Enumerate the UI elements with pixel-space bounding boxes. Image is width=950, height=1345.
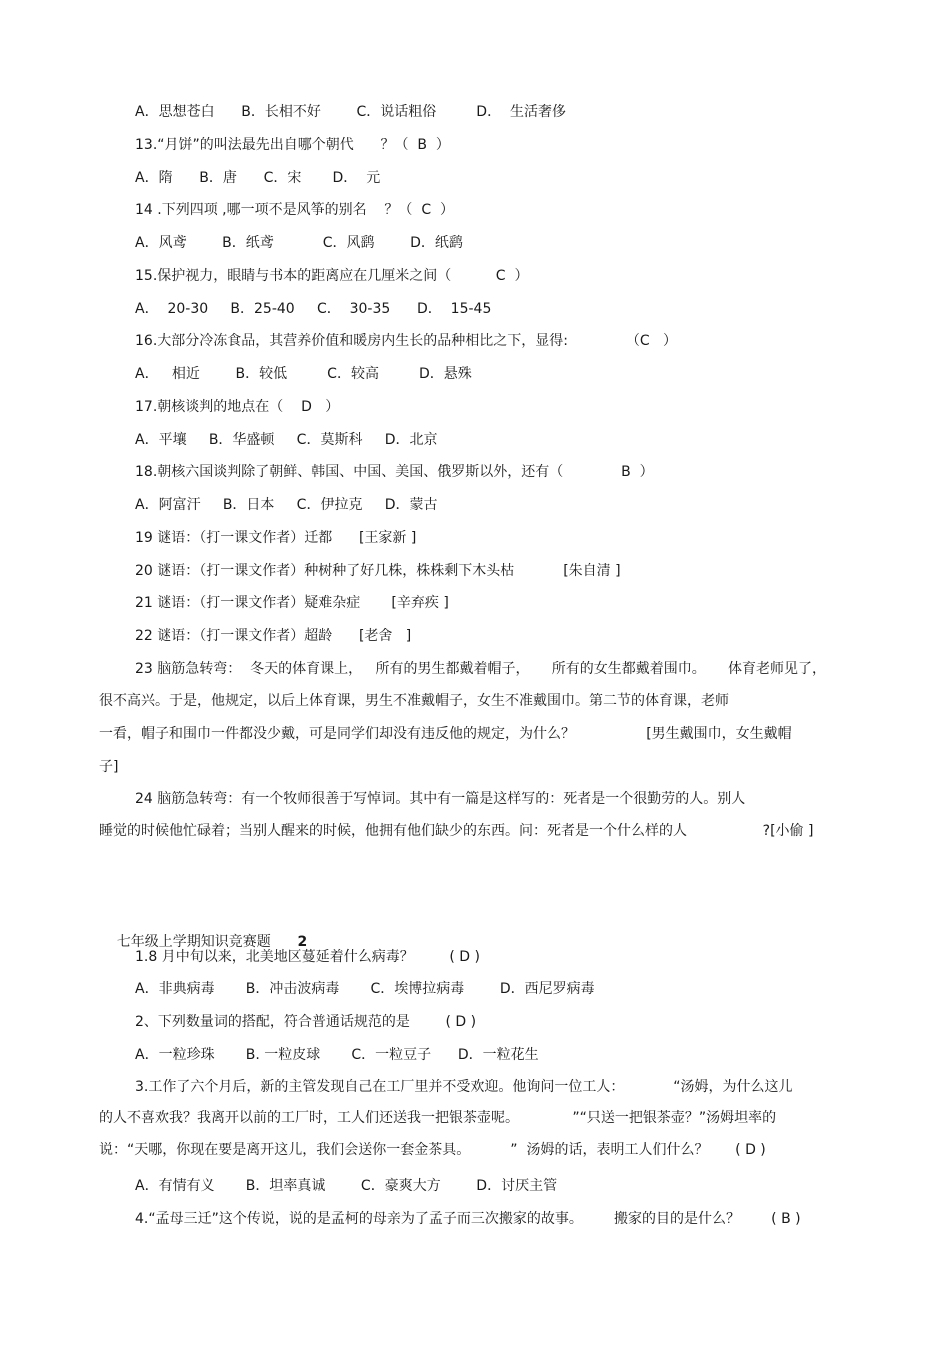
q14-options: A．风鸢 B．纸鸢 C．风鹞 D．纸鹞 (135, 235, 463, 251)
section-heading-text: 七年级上学期知识竞赛题 (116, 934, 298, 950)
q22-riddle: 22 谜语：（打一课文作者）超龄 [老舍 ] (135, 628, 412, 644)
q19-riddle: 19 谜语：（打一课文作者）迁都 [王家新 ] (135, 530, 417, 546)
q13-question: 13.“月饼”的叫法最先出自哪个朝代 ？（ B ） (135, 137, 450, 153)
q18-options: A．阿富汗 B．日本 C．伊拉克 D．蒙古 (135, 497, 438, 513)
q23-line-4: 子] (99, 759, 119, 775)
q15-question: 15.保护视力，眼睛与书本的距离应在几厘米之间（ C ） (135, 268, 529, 284)
s2-q3-line-2: 的人不喜欢我？我离开以前的工厂时，工人们还送我一把银茶壶呢。 ”“只送一把银茶壶？”汤姆坦率的 (99, 1110, 777, 1126)
q24-line-1: 24 脑筋急转弯：有一个牧师很善于写悼词。其中有一篇是这样写的：死者是一个很勤劳的人。别人 (135, 791, 746, 807)
q20-riddle: 20 谜语：（打一课文作者）种树种了好几株，株株剩下木头枯 [朱自清 ] (135, 563, 621, 579)
q15-options: A． 20-30 B．25-40 C． 30-35 D． 15-45 (135, 301, 492, 317)
q16-question: 16.大部分冷冻食品，其营养价值和暖房内生长的品种相比之下，显得: （C ） (135, 333, 677, 349)
q24-line-2: 睡觉的时候他忙碌着；当别人醒来的时候，他拥有他们缺少的东西。问：死者是一个什么样的人 ?[小偷 ] (99, 823, 814, 839)
s2-q3-options: A．有情有义 B．坦率真诚 C．豪爽大方 D．讨厌主管 (135, 1178, 558, 1194)
q18-question: 18.朝核六国谈判除了朝鲜、韩国、中国、美国、俄罗斯以外，还有（ B ） (135, 464, 654, 480)
s2-q4-question: 4.“孟母三迁”这个传说，说的是孟柯的母亲为了孟子而三次搬家的故事。 搬家的目的是什么？ ( B ) (135, 1211, 801, 1227)
s2-q2-question: 2、下列数量词的搭配，符合普通话规范的是 ( D ) (135, 1014, 477, 1030)
s2-q2-options: A．一粒珍珠 B. 一粒皮球 C．一粒豆子 D．一粒花生 (135, 1047, 539, 1063)
q21-riddle: 21 谜语：（打一课文作者）疑难杂症 [辛弃疾 ] (135, 595, 449, 611)
s2-q3-line-3: 说：“天哪，你现在要是离开这儿，我们会送你一套金茶具。 ” 汤姆的话，表明工人们什么？ ( D ) (99, 1142, 766, 1158)
q23-line-1: 23 脑筋急转弯： 冬天的体育课上， 所有的男生都戴着帽子， 所有的女生都戴着围巾。 体育老师见了， (135, 661, 827, 677)
q23-line-2: 很不高兴。于是，他规定，以后上体育课，男生不准戴帽子，女生不准戴围巾。第二节的体育课，老师 (99, 693, 729, 709)
q17-question: 17.朝核谈判的地点在（ D ） (135, 399, 340, 415)
q13-options: A．隋 B．唐 C．宋 D． 元 (135, 170, 381, 186)
q23-line-3: 一看，帽子和围巾一件都没少戴，可是同学们却没有违反他的规定，为什么？ [男生戴围巾，女生戴帽 (99, 726, 792, 742)
q14-question: 14 .下列四项 ,哪一项不是风筝的别名 ？（ C ） (135, 202, 454, 218)
section-heading-number: 2 (297, 934, 308, 950)
s2-q1-question: 1.8 月中旬以来，北美地区蔓延着什么病毒？ ( D ) (135, 949, 480, 965)
q16-options: A． 相近 B．较低 C．较高 D．悬殊 (135, 366, 472, 382)
s2-q1-options: A．非典病毒 B．冲击波病毒 C．埃博拉病毒 D．西尼罗病毒 (135, 981, 595, 997)
q17-options: A．平壤 B．华盛顿 C．莫斯科 D．北京 (135, 432, 438, 448)
s2-q3-line-1: 3.工作了六个月后，新的主管发现自己在工厂里并不受欢迎。他询问一位工人： “汤姆，为什么这儿 (135, 1079, 793, 1095)
q12-options: A．思想苍白 B．长相不好 C．说话粗俗 D． 生活奢侈 (135, 104, 566, 120)
